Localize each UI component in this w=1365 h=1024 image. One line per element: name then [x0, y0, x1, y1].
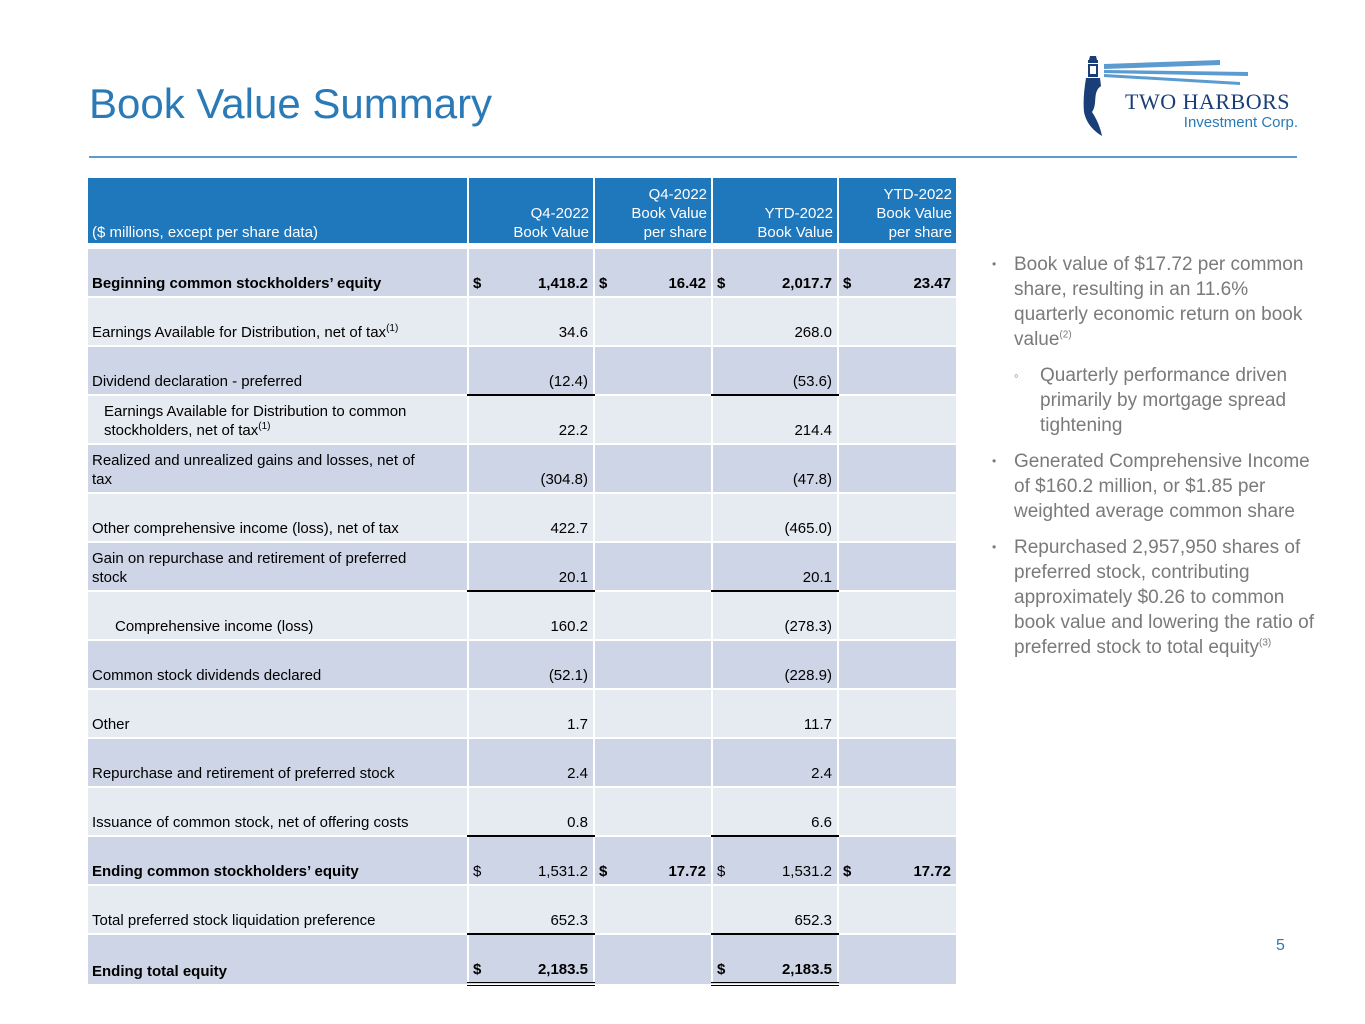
cell-ytd-ps: $ 23.47 [838, 246, 956, 297]
cell-q4-bv: $ 1,418.2 [468, 246, 594, 297]
cell-q4-ps [594, 542, 712, 591]
row-label: Common stock dividends declared [88, 640, 468, 689]
cell-q4-ps [594, 297, 712, 346]
table-row [88, 297, 956, 346]
cell-q4-bv: 422.7 [468, 493, 594, 542]
bullet-repurchase: • Repurchased 2,957,950 shares of preferred stock, contributing approximately $0.26 to common book value and lowering the ratio of preferred stock to total equity$^{(3)}$ [992, 537, 1314, 658]
cell-q4-bv: 160.2 [468, 591, 594, 640]
sub-bullet-performance: ◦ Quarterly performance driven primarily by mortgage spread tightening [1014, 365, 1288, 436]
cell-q4-bv: $ 1,531.2 [468, 836, 594, 885]
table-row [88, 836, 956, 885]
cell-ytd-ps [838, 542, 956, 591]
header-label: ($ millions, except per share data) [88, 178, 468, 246]
cell-ytd-ps [838, 297, 956, 346]
header-ytd-per-share: YTD-2022 Book Value per share [838, 178, 956, 246]
cell-q4-ps [594, 787, 712, 836]
cell-q4-ps [594, 738, 712, 787]
cell-ytd-bv: $ 2,183.5 [712, 934, 838, 984]
cell-ytd-ps [838, 346, 956, 395]
row-label: Total preferred stock liquidation preference [88, 885, 468, 934]
table-row [88, 346, 956, 395]
cell-q4-bv: 0.8 [468, 787, 594, 836]
table-row [88, 444, 956, 493]
cell-q4-bv: (12.4) [468, 346, 594, 395]
cell-ytd-ps: $ 17.72 [838, 836, 956, 885]
page-number: 5 [1276, 937, 1285, 954]
table-row [88, 542, 956, 591]
row-label: Repurchase and retirement of preferred stock [88, 738, 468, 787]
table-row [88, 493, 956, 542]
cell-ytd-bv: (465.0) [712, 493, 838, 542]
cell-q4-bv: $ 2,183.5 [468, 934, 594, 984]
cell-q4-ps [594, 934, 712, 984]
table-header-row [88, 178, 956, 246]
cell-ytd-bv: 214.4 [712, 395, 838, 444]
cell-ytd-ps [838, 787, 956, 836]
cell-q4-ps [594, 444, 712, 493]
cell-ytd-bv: 11.7 [712, 689, 838, 738]
row-label: Issuance of common stock, net of offering costs [88, 787, 468, 836]
cell-q4-bv: 22.2 [468, 395, 594, 444]
cell-ytd-ps [838, 689, 956, 738]
row-label: Realized and unrealized gains and losses, net of tax [88, 444, 468, 493]
table-row [88, 787, 956, 836]
cell-q4-bv: 34.6 [468, 297, 594, 346]
title-divider [89, 156, 1297, 158]
cell-ytd-bv: (278.3) [712, 591, 838, 640]
cell-q4-bv: 2.4 [468, 738, 594, 787]
row-label: Ending total equity [88, 934, 468, 984]
cell-q4-ps: $ 17.72 [594, 836, 712, 885]
cell-q4-ps [594, 640, 712, 689]
cell-q4-bv: 20.1 [468, 542, 594, 591]
row-label: Comprehensive income (loss) [88, 591, 468, 640]
cell-q4-ps [594, 689, 712, 738]
company-logo [1080, 52, 1305, 142]
cell-ytd-bv: 2.4 [712, 738, 838, 787]
cell-ytd-ps [838, 640, 956, 689]
cell-ytd-ps [838, 591, 956, 640]
row-label: Earnings Available for Distribution, net of tax$^{(1)}$ [88, 297, 468, 346]
table-row [88, 689, 956, 738]
table-row [88, 246, 956, 297]
bullet-comprehensive-income: • Generated Comprehensive Income of $160.2 million, or $1.85 per weighted average common share [992, 451, 1310, 522]
cell-q4-ps [594, 395, 712, 444]
cell-ytd-ps [838, 395, 956, 444]
table-row [88, 885, 956, 934]
bullet-dot-icon: • [992, 540, 997, 554]
cell-ytd-ps [838, 934, 956, 984]
cell-ytd-ps [838, 885, 956, 934]
cell-ytd-bv: $ 1,531.2 [712, 836, 838, 885]
table-row [88, 738, 956, 787]
cell-ytd-bv: $ 2,017.7 [712, 246, 838, 297]
cell-ytd-ps [838, 738, 956, 787]
cell-q4-ps [594, 346, 712, 395]
row-label: Earnings Available for Distribution to common stockholders, net of tax$^{(1)}$ [88, 395, 468, 444]
table-row [88, 934, 956, 984]
table-row [88, 395, 956, 444]
row-label: Gain on repurchase and retirement of preferred stock [88, 542, 468, 591]
row-label: Other comprehensive income (loss), net of tax [88, 493, 468, 542]
cell-q4-ps: $ 16.42 [594, 246, 712, 297]
cell-q4-bv: (304.8) [468, 444, 594, 493]
cell-ytd-bv: 268.0 [712, 297, 838, 346]
cell-ytd-bv: (47.8) [712, 444, 838, 493]
row-label: Ending common stockholders’ equity [88, 836, 468, 885]
bullet-book-value: • Book value of $17.72 per common share, resulting in an 11.6% quarterly economic return on book value$^{(2)}$ [992, 254, 1304, 350]
cell-q4-bv: 652.3 [468, 885, 594, 934]
bullet-dot-icon: • [992, 454, 997, 468]
cell-ytd-bv: 6.6 [712, 787, 838, 836]
logo-subtitle: Investment Corp. [1183, 114, 1298, 131]
bullet-circle-icon: ◦ [1014, 368, 1019, 383]
key-points [990, 252, 1320, 671]
cell-q4-bv: 1.7 [468, 689, 594, 738]
header-q4-book-value: Q4-2022 Book Value [468, 178, 594, 246]
bullet-dot-icon: • [992, 257, 997, 271]
page-title: Book Value Summary [89, 80, 493, 127]
cell-q4-bv: (52.1) [468, 640, 594, 689]
cell-ytd-bv: (53.6) [712, 346, 838, 395]
row-label: Beginning common stockholders’ equity [88, 246, 468, 297]
header-ytd-book-value: YTD-2022 Book Value [712, 178, 838, 246]
table-row [88, 640, 956, 689]
table-row [88, 591, 956, 640]
row-label: Dividend declaration - preferred [88, 346, 468, 395]
cell-q4-ps [594, 493, 712, 542]
cell-ytd-bv: 652.3 [712, 885, 838, 934]
cell-q4-ps [594, 885, 712, 934]
cell-ytd-ps [838, 493, 956, 542]
cell-ytd-bv: 20.1 [712, 542, 838, 591]
cell-ytd-bv: (228.9) [712, 640, 838, 689]
row-label: Other [88, 689, 468, 738]
cell-q4-ps [594, 591, 712, 640]
cell-ytd-ps [838, 444, 956, 493]
book-value-table [88, 178, 956, 986]
logo-name: TWO HARBORS [1125, 89, 1291, 114]
header-q4-per-share: Q4-2022 Book Value per share [594, 178, 712, 246]
